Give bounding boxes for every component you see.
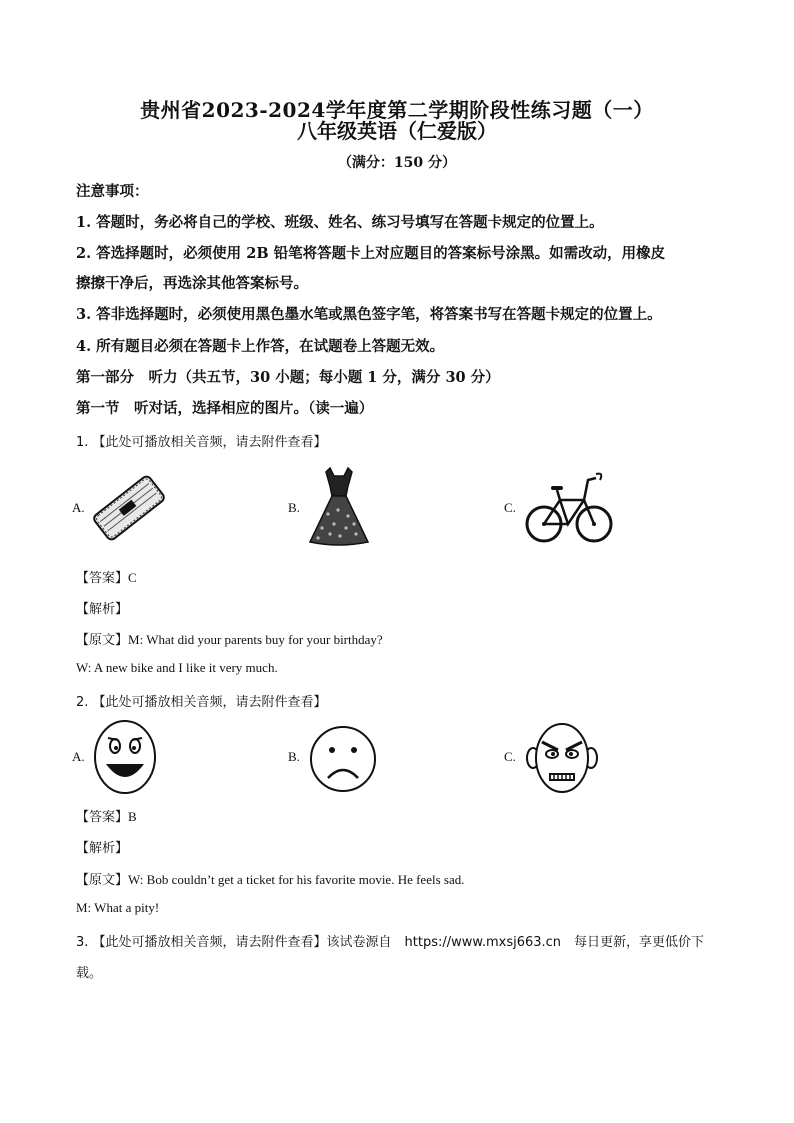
question-1-script-line2: W: A new bike and I like it very much. xyxy=(76,660,278,675)
note-item-3: 3. 答非选择题时，必须使用黑色墨水笔或黑色签字笔，将答案书写在答题卡规定的位置上。 xyxy=(76,306,662,323)
sad-face-icon xyxy=(308,722,378,796)
option-c-label: C. xyxy=(504,749,516,764)
option-c-label: C. xyxy=(504,500,516,515)
question-2-answer xyxy=(76,806,137,825)
question-2-script xyxy=(76,869,464,888)
answer-label: 【答案】 xyxy=(76,810,129,825)
bicycle-icon xyxy=(524,466,614,548)
note-item-4: 4. 所有题目必须在答题卡上作答，在试题卷上答题无效。 xyxy=(76,338,445,355)
section-heading: 第一节 听对话，选择相应的图片。（读一遍） xyxy=(76,400,374,417)
answer-value: C xyxy=(128,570,137,585)
script-line: W: Bob couldn’t get a ticket for his favorite movie. He feels sad. xyxy=(128,872,465,887)
question-2-prompt[interactable]: 2. 【此处可播放相关音频，请去附件查看】 xyxy=(76,695,327,710)
question-1-prompt[interactable]: 1. 【此处可播放相关音频，请去附件查看】 xyxy=(76,435,327,450)
question-2-analysis: 【解析】 xyxy=(76,841,129,856)
option-b-label: B. xyxy=(288,500,300,515)
happy-face-icon xyxy=(92,718,158,796)
question-1-analysis: 【解析】 xyxy=(76,602,129,617)
score-note: （满分：150 分） xyxy=(337,155,457,171)
angry-face-icon xyxy=(524,718,600,796)
dress-icon xyxy=(304,464,374,548)
notes-heading: 注意事项： xyxy=(76,183,149,200)
answer-label: 【答案】 xyxy=(76,571,129,586)
script-label: 【原文】 xyxy=(76,633,129,648)
question-1-answer xyxy=(76,567,137,586)
page-subtitle: 八年级英语（仁爱版） xyxy=(297,119,497,143)
part-heading: 第一部分 听力（共五节，30 小题；每小题 1 分，满分 30 分） xyxy=(76,369,500,386)
page-title: 贵州省2023-2024学年度第二学期阶段性练习题（一） xyxy=(140,98,654,122)
note-item-1: 1. 答题时，务必将自己的学校、班级、姓名、练习号填写在答题卡规定的位置上。 xyxy=(76,214,604,231)
answer-value: B xyxy=(128,809,137,824)
question-3-prompt[interactable]: 3. 【此处可播放相关音频，请去附件查看】该试卷源自 https://www.mxsj663.cn 每日更新，享更低价下 xyxy=(76,935,705,950)
option-a-label: A. xyxy=(72,749,85,764)
question-2-script-line2: M: What a pity! xyxy=(76,900,160,915)
script-line: M: What did your parents buy for your birthday? xyxy=(128,632,383,647)
question-1-script xyxy=(76,629,383,648)
option-b-label: B. xyxy=(288,749,300,764)
note-item-2: 2. 答选择题时，必须使用 2B 铅笔将答题卡上对应题目的答案标号涂黑。如需改动，用橡皮 xyxy=(76,245,666,262)
wallet-icon xyxy=(90,465,168,551)
script-label: 【原文】 xyxy=(76,873,129,888)
question-3-prompt-cont: 载。 xyxy=(76,966,103,981)
note-item-2-cont: 擦擦干净后，再选涂其他答案标号。 xyxy=(76,275,308,292)
option-a-label: A. xyxy=(72,500,85,515)
